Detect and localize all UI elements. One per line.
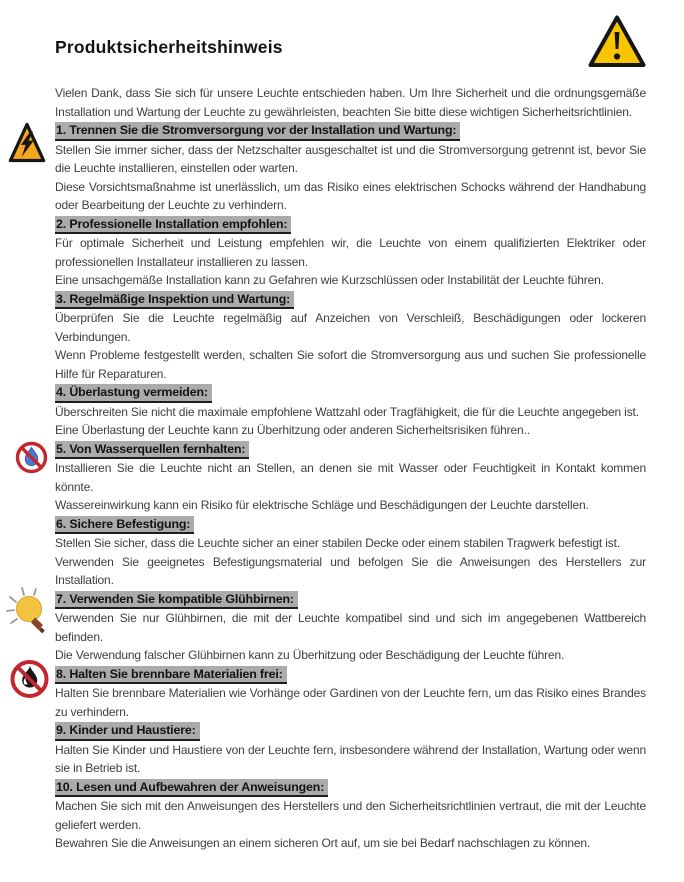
section-heading: 10. Lesen und Aufbewahren der Anweisungen: [55,779,328,798]
section-heading-row [55,590,646,610]
no-fire-icon [9,658,50,702]
safety-section [55,440,646,515]
section-paragraph: Wenn Probleme festgestellt werden, schalten Sie sofort die Stromversorgung aus und suchen Sie professionelle Hilfe für Reparaturen. [55,348,646,381]
section-paragraph: Verwenden Sie nur Glühbirnen, die mit der Leuchte kompatibel sind und sich im angegebenen Wattbereich befinden. [55,611,646,644]
section-paragraph: Machen Sie sich mit den Anweisungen des Herstellers und den Sicherheitsrichtlinien vertraut, die mit der Leuchte geliefert werden. [55,799,646,832]
safety-section [55,121,646,215]
intro-paragraph: Vielen Dank, dass Sie sich für unsere Leuchte entschieden haben. Um Ihre Sicherheit und die ordnungsgemäße Installation und Wartung der Leuchte zu gewährleisten, beachten Sie bitte diese wichtigen Sicherheitsrichtlinien. [55,86,646,119]
section-paragraph: Installieren Sie die Leuchte nicht an Stellen, an denen sie mit Wasser oder Feuchtigkeit in Kontakt kommen könnte. [55,461,646,494]
safety-section [55,665,646,722]
safety-section [55,290,646,384]
section-heading-row [55,721,646,741]
section-paragraph: Eine Überlastung der Leuchte kann zu Überhitzung oder anderen Sicherheitsrisiken führen.. [55,423,530,437]
section-heading-row [55,121,646,141]
section-heading: 7. Verwenden Sie kompatible Glühbirnen: [55,591,298,610]
section-heading-row [55,383,646,403]
section-paragraph: Wassereinwirkung kann ein Risiko für elektrische Schläge und Beschädigungen der Leuchte darstellen. [55,498,589,512]
electric-hazard-icon [8,120,46,165]
section-heading: 1. Trennen Sie die Stromversorgung vor der Installation und Wartung: [55,122,460,141]
light-bulb-icon [5,585,51,639]
section-paragraph: Die Verwendung falscher Glühbirnen kann zu Überhitzung oder Beschädigung der Leuchte führen. [55,648,565,662]
safety-section [55,778,646,853]
section-heading: 2. Professionelle Installation empfohlen: [55,216,291,235]
section-heading-row [55,665,646,685]
safety-section [55,515,646,590]
section-paragraph: Für optimale Sicherheit und Leistung empfehlen wir, die Leuchte von einem qualifizierten Elektriker oder professionellen Installateur installieren zu lassen. [55,236,646,269]
section-paragraph: Überschreiten Sie nicht die maximale empfohlene Wattzahl oder Tragfähigkeit, die für die Leuchte angegeben ist. [55,404,639,419]
section-paragraph: Halten Sie Kinder und Haustiere von der Leuchte fern, insbesondere während der Installation, Wartung oder wenn sie in Betrieb ist. [55,742,646,775]
section-heading-row [55,440,646,460]
section-paragraph: Stellen Sie sicher, dass die Leuchte sicher an einer stabilen Decke oder einem stabilen Tragwerk befestigt ist. [55,536,620,550]
section-heading-row [55,515,646,535]
sections-list [55,121,646,853]
safety-section [55,215,646,290]
section-paragraph: Eine unsachgemäße Installation kann zu Gefahren wie Kurzschlüssen oder Instabilität der Leuchte führen. [55,273,604,287]
safety-section [55,590,646,665]
section-heading: 4. Überlastung vermeiden: [55,384,212,403]
section-heading-row [55,290,646,310]
section-heading: 6. Sichere Befestigung: [55,516,194,535]
section-heading: 8. Halten Sie brennbare Materialien frei: [55,666,287,685]
section-heading-row [55,778,646,798]
section-heading-row [55,215,646,235]
section-heading: 5. Von Wasserquellen fernhalten: [55,441,249,460]
section-paragraph: Überprüfen Sie die Leuchte regelmäßig auf Anzeichen von Verschleiß, Beschädigungen oder lockeren Verbindungen. [55,311,646,344]
warning-triangle-icon [587,13,647,70]
section-paragraph: Verwenden Sie geeignetes Befestigungsmaterial und befolgen Sie die Anweisungen des Herstellers zur Installation. [55,554,646,587]
section-paragraph: Halten Sie brennbare Materialien wie Vorhänge oder Gardinen von der Leuchte fern, um das Risiko eines Brandes zu verhindern. [55,686,646,719]
safety-section [55,383,646,440]
page-title: Produktsicherheitshinweis [55,37,283,57]
section-heading: 9. Kinder und Haustiere: [55,722,200,741]
section-paragraph: Stellen Sie immer sicher, dass der Netzschalter ausgeschaltet ist und die Stromversorgung getrennt ist, bevor Sie die Leuchte installieren, einstellen oder warten. [55,142,646,175]
section-paragraph: Bewahren Sie die Anweisungen an einem sicheren Ort auf, um sie bei Bedarf nachschlagen zu können. [55,836,591,850]
section-heading: 3. Regelmäßige Inspektion und Wartung: [55,291,294,310]
no-water-icon [15,440,48,475]
section-paragraph: Diese Vorsichtsmaßnahme ist unerlässlich, um das Risiko eines elektrischen Schocks während der Handhabung oder Bearbeitung der Leuchte zu verhindern. [55,179,646,212]
safety-section [55,721,646,778]
